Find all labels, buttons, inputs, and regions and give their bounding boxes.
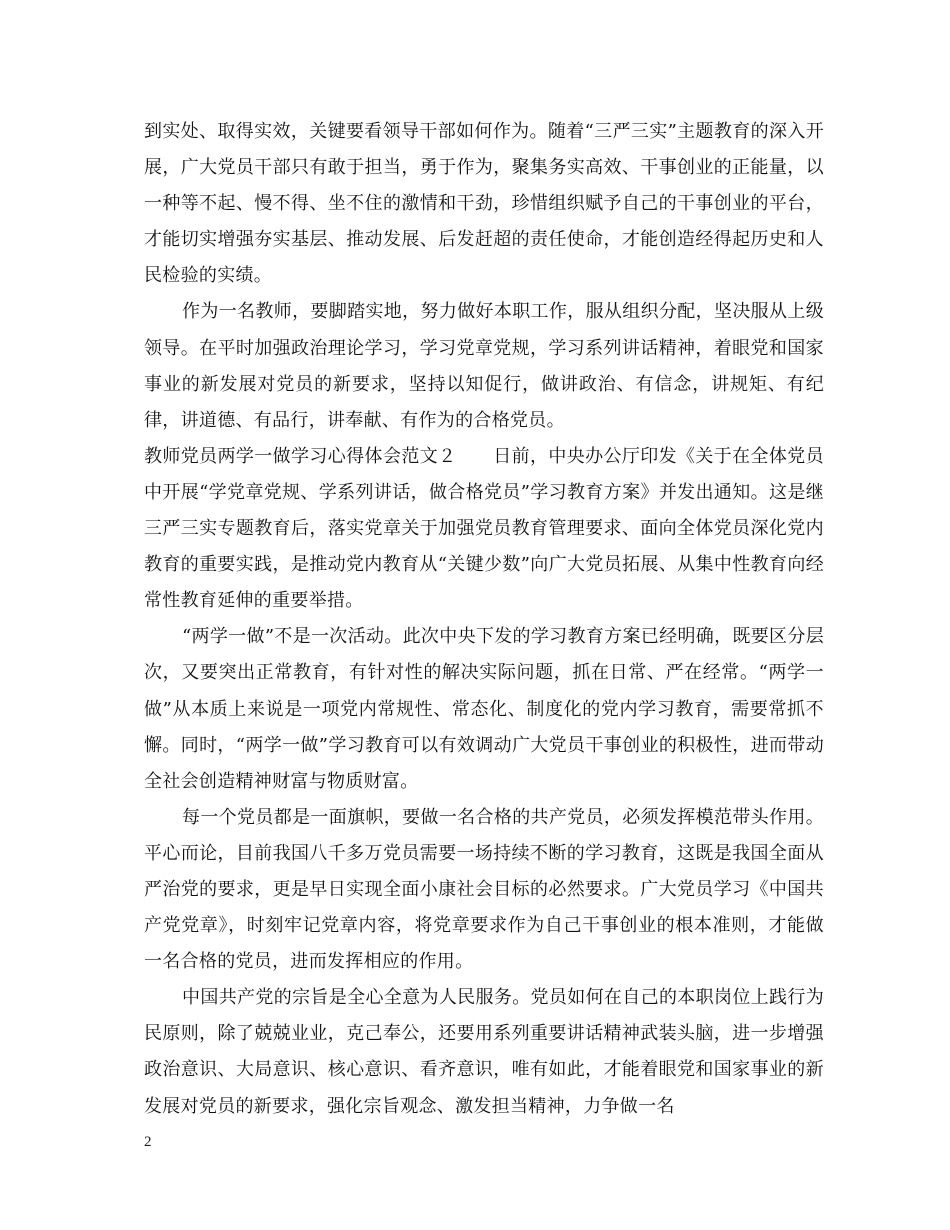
page-number: 2 bbox=[144, 1134, 152, 1150]
paragraph-party-purpose: 中国共产党的宗旨是全心全意为人民服务。党员如何在自己的本职岗位上践行为民原则，除了兢兢业业，克己奉公，还要用系列重要讲话精神武装头脑，进一步增强政治意识、大局意识、核心意识、看齐意识，唯有如此，才能着眼党和国家事业的新发展对党员的新要求，强化宗旨观念、激发担当精神，力争做一名 bbox=[144, 987, 824, 1117]
paragraph-party-member-banner: 每一个党员都是一面旗帜，要做一名合格的共产党员，必须发挥模范带头作用。平心而论，目前我国八千多万党员需要一场持续不断的学习教育，这既是我国全面从严治党的要求，更是早日实现全面小康社会目标的必然要求。广大党员学习《中国共产党党章》，时刻牢记党章内容，将党章要求作为自己干事创业的根本准则，才能做一名合格的党员，进而发挥相应的作用。 bbox=[144, 806, 824, 973]
paragraph-continuation: 到实处、取得实效，关键要看领导干部如何作为。随着“三严三实”主题教育的深入开展，广大党员干部只有敢于担当，勇于作为，聚集务实高效、干事创业的正能量，以一种等不起、慢不得、坐不住的激情和干劲，珍惜组织赋予自己的干事创业的平台，才能切实增强夯实基层、推动发展、后发赶超的责任使命，才能创造经得起历史和人民检验的实绩。 bbox=[144, 121, 824, 287]
paragraph-sample-heading: 教师党员两学一做学习心得体会范文２ 日前，中央办公厅印发《关于在全体党员中开展“学党章党规、学系列讲话，做合格党员”学习教育方案》并发出通知。这是继三严三实专题教育后，落实党章关于加强党员教育管理要求、面向全体党员深化党内教育的重要实践，是推动党内教育从“关键少数”向广大党员拓展、从集中性教育向经常性教育延伸的重要举措。 bbox=[144, 445, 824, 612]
document-body bbox=[144, 114, 824, 1125]
paragraph-not-one-time-activity: “两学一做”不是一次活动。此次中央下发的学习教育方案已经明确，既要区分层次，又要突出正常教育，有针对性的解决实际问题，抓在日常、严在经常。“两学一做”从本质上来说是一项党内常规性、常态化、制度化的党内学习教育，需要常抓不懈。同时，“两学一做”学习教育可以有效调动广大党员干事创业的积极性，进而带动全社会创造精神财富与物质财富。 bbox=[144, 626, 824, 792]
paragraph-teacher-duty: 作为一名教师，要脚踏实地，努力做好本职工作，服从组织分配，坚决服从上级领导。在平时加强政治理论学习，学习党章党规，学习系列讲话精神，着眼党和国家事业的新发展对党员的新要求，坚持以知促行，做讲政治、有信念，讲规矩、有纪律，讲道德、有品行，讲奉献、有作为的合格党员。 bbox=[144, 301, 824, 431]
